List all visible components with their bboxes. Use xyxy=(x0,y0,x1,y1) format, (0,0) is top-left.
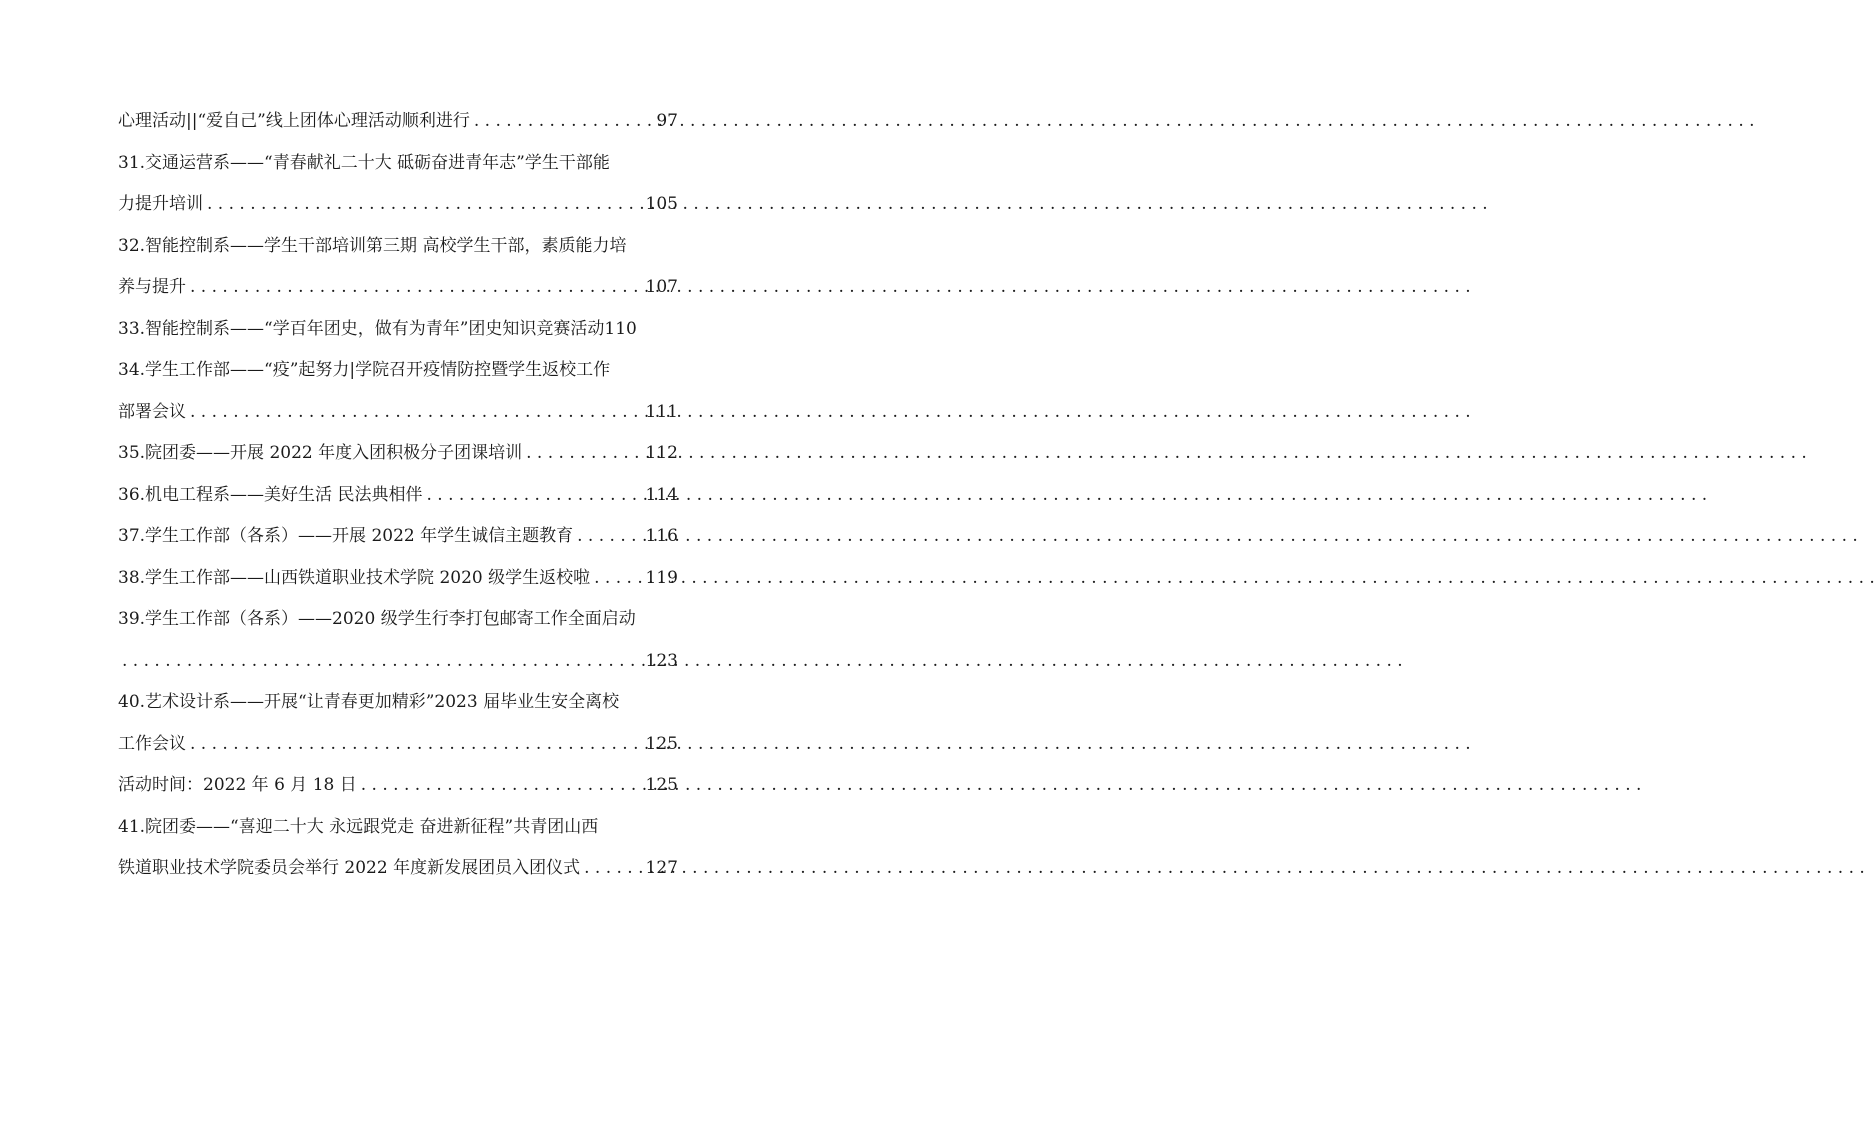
dot-leader xyxy=(361,765,640,807)
toc-entry-text: 41.院团委——“喜迎二十大 永远跟党走 奋进新征程”共青团山西 xyxy=(118,816,599,837)
toc-entry-text: 31.交通运营系——“青春献礼二十大 砥砺奋进青年志”学生干部能 xyxy=(118,152,610,173)
toc-page-number: 127 xyxy=(645,858,678,878)
toc-line xyxy=(118,558,678,600)
dot-leader xyxy=(577,516,639,558)
toc-line xyxy=(118,682,678,724)
dot-leader xyxy=(122,641,640,683)
toc-entry-text: 铁道职业技术学院委员会举行 2022 年度新发展团员入团仪式 xyxy=(118,858,581,878)
toc-line xyxy=(118,807,678,849)
dot-leader xyxy=(584,848,639,890)
toc-page-number: 114 xyxy=(645,484,678,505)
toc-entry-text: 工作会议 xyxy=(118,733,186,754)
toc-page-number: 125 xyxy=(645,775,678,795)
toc-page-number: 105 xyxy=(645,194,678,214)
toc-entry-text: 养与提升 xyxy=(118,277,186,297)
toc-entry-text: 心理活动||“爱自己”线上团体心理活动顺利进行 xyxy=(118,111,470,131)
toc-entry-text: 36.机电工程系——美好生活 民法典相伴 xyxy=(118,484,423,505)
toc-page-number: 107 xyxy=(645,277,678,297)
dot-leader xyxy=(190,392,640,434)
dot-leader xyxy=(190,267,640,309)
toc-line xyxy=(118,101,678,143)
toc-line xyxy=(118,516,678,558)
toc-line xyxy=(118,350,678,392)
toc-page-number: 125 xyxy=(645,733,678,754)
toc-line xyxy=(118,599,678,641)
toc-line xyxy=(118,267,678,309)
toc-line xyxy=(118,143,678,185)
dot-leader xyxy=(526,433,639,475)
document-page xyxy=(0,0,793,1122)
toc-line xyxy=(118,392,678,434)
toc-line xyxy=(118,433,678,475)
toc-entry-text: 39.学生工作部（各系）——2020 级学生行李打包邮寄工作全面启动 xyxy=(118,609,636,629)
toc-entry-text: 37.学生工作部（各系）——开展 2022 年学生诚信主题教育 xyxy=(118,526,574,546)
toc-line xyxy=(118,184,678,226)
toc-entry-text: 35.院团委——开展 2022 年度入团积极分子团课培训 xyxy=(118,443,523,463)
toc-page-number: 116 xyxy=(645,526,678,546)
toc-page-number: 97 xyxy=(656,111,678,131)
toc-page-number: 123 xyxy=(645,650,678,671)
toc-entry-text: 38.学生工作部——山西铁道职业技术学院 2020 级学生返校啦 xyxy=(118,567,591,588)
toc-line xyxy=(118,641,678,683)
toc-entry-text: 40.艺术设计系——开展“让青春更加精彩”2023 届毕业生安全离校 xyxy=(118,692,620,712)
dot-leader xyxy=(190,724,640,766)
toc-entry-text: 33.智能控制系——“学百年团史，做有为青年”团史知识竞赛活动110 xyxy=(118,318,637,339)
toc-page-number: 119 xyxy=(645,567,678,588)
table-of-contents xyxy=(118,101,678,890)
toc-entry-text: 部署会议 xyxy=(118,401,186,422)
toc-page-number: 112 xyxy=(645,443,678,463)
toc-entry-text: 32.智能控制系——学生干部培训第三期 高校学生干部，素质能力培 xyxy=(118,235,627,256)
toc-line xyxy=(118,765,678,807)
toc-page-number: 111 xyxy=(645,401,678,422)
toc-line xyxy=(118,226,678,268)
dot-leader xyxy=(426,475,639,517)
toc-line xyxy=(118,724,678,766)
dot-leader xyxy=(594,558,639,600)
toc-entry-text: 活动时间：2022 年 6 月 18 日 xyxy=(118,775,357,795)
toc-entry-text: 力提升培训 xyxy=(118,194,203,214)
dot-leader xyxy=(474,101,651,143)
toc-entry-text: 34.学生工作部——“疫”起努力|学院召开疫情防控暨学生返校工作 xyxy=(118,360,611,380)
toc-line xyxy=(118,475,678,517)
toc-line xyxy=(118,848,678,890)
dot-leader xyxy=(207,184,640,226)
toc-line xyxy=(118,309,678,351)
